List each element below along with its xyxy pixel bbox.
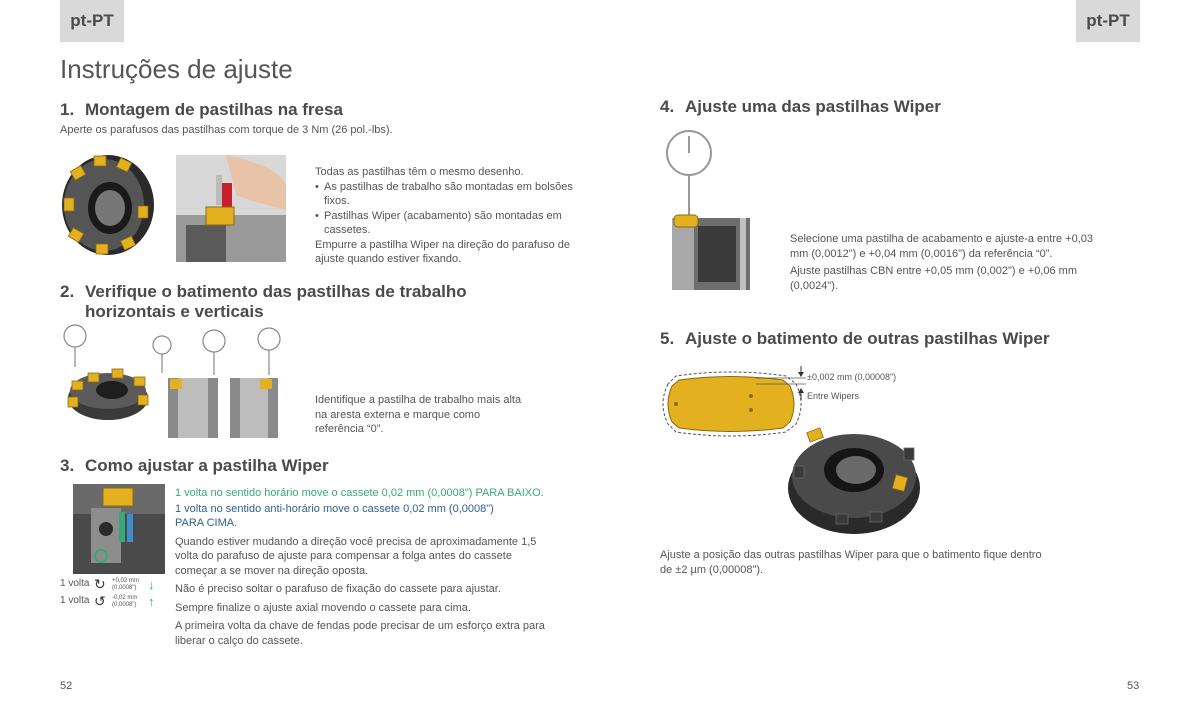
- section-4-number: 4.: [660, 97, 675, 116]
- tolerance-label: ±0,002 mm (0,00008"): [807, 372, 897, 382]
- section-4-heading: [660, 97, 941, 117]
- turn-legend-value: -0,02 mm (0,0008"): [112, 594, 138, 608]
- turn-legend: [60, 576, 170, 610]
- section-3-counterclockwise-note: 1 volta no sentido anti-horário move o cassete 0,02 mm (0,0008") PARA CIMA.: [175, 502, 494, 529]
- turn-legend-row-clockwise: [60, 576, 170, 593]
- section-3-title: Como ajustar a pastilha Wiper: [85, 456, 329, 475]
- language-tab-left: pt-PT: [60, 0, 124, 42]
- turn-legend-label: 1 volta: [60, 595, 90, 607]
- section-5-heading: [660, 329, 1049, 349]
- page-title: Instruções de ajuste: [60, 54, 293, 84]
- between-wipers-label: Entre Wipers: [807, 391, 860, 401]
- section-1-title: Montagem de pastilhas na fresa: [85, 100, 343, 119]
- turn-legend-value: +0,02 mm (0,0008"): [112, 577, 139, 591]
- tolerance-arrows-icon: [796, 366, 806, 400]
- section-5-text: Ajuste a posição das outras pastilhas Wiper para que o batimento fique dentro de ±2 µm (0,00008").: [660, 549, 1042, 576]
- section-1-subtitle: Aperte os parafusos das pastilhas com torque de 3 Nm (26 pol.-lbs).: [60, 124, 393, 136]
- language-tab-right: pt-PT: [1076, 0, 1140, 42]
- section-1-bullet: • As pastilhas de trabalho são montadas em bolsões fixos.: [324, 180, 575, 209]
- section-1-number: 1.: [60, 100, 75, 119]
- section-4-text: [790, 232, 1100, 293]
- section-5-title: Ajuste o batimento de outras pastilhas Wiper: [685, 329, 1050, 348]
- section-2-number: 2.: [60, 282, 75, 301]
- section-3-number: 3.: [60, 456, 75, 475]
- section-2-title-line1: Verifique o batimento das pastilhas de trabalho: [85, 282, 467, 301]
- wiper-gauge-image: [664, 128, 750, 290]
- section-2-heading: [60, 282, 467, 322]
- page-number-right: 53: [1127, 680, 1140, 692]
- turn-legend-row-counterclockwise: [60, 593, 170, 610]
- section-3-paragraph: Sempre finalize o ajuste axial movendo o cassete para cima.: [175, 601, 471, 614]
- clockwise-icon: ↻: [94, 576, 106, 592]
- milling-cutter-image-2: [786, 418, 922, 536]
- section-1-bullet: • Pastilhas Wiper (acabamento) são montadas em cassetes.: [324, 209, 575, 238]
- section-3-text: [175, 486, 555, 648]
- section-5-number: 5.: [660, 329, 675, 348]
- section-3-heading: [60, 456, 329, 476]
- section-1-outro: Empurre a pastilha Wiper na direção do parafuso de ajuste quando estiver fixando.: [315, 238, 570, 265]
- turn-legend-label: 1 volta: [60, 578, 90, 590]
- section-2-title-line2: horizontais e verticais: [85, 302, 264, 321]
- counterclockwise-icon: ↺: [94, 593, 106, 609]
- section-3-paragraph: A primeira volta da chave de fendas pode precisar de um esforço extra para liberar o calço do cassete.: [175, 620, 545, 647]
- section-2-text: Identifique a pastilha de trabalho mais alta na aresta externa e marque como referência “0”.: [315, 394, 522, 435]
- milling-cutter-image: [58, 150, 158, 260]
- runout-check-image: [60, 323, 296, 438]
- arrow-up-icon: ↑: [148, 594, 155, 609]
- section-4-paragraph: Ajuste pastilhas CBN entre +0,05 mm (0,002") e +0,06 mm (0,0024").: [790, 265, 1077, 292]
- section-3-clockwise-note: 1 volta no sentido horário move o cassete 0,02 mm (0,0008") PARA BAIXO.: [175, 487, 544, 499]
- arrow-down-icon: ↓: [148, 577, 155, 592]
- hand-mounting-image: [176, 155, 286, 262]
- wiper-insert-diagram: [656, 366, 806, 442]
- section-3-paragraph: Quando estiver mudando a direção você precisa de aproximadamente 1,5 volta do parafuso de ajuste para compensar a folga antes do cassete começar a se mover na direção oposta.: [175, 535, 537, 577]
- section-1-intro: Todas as pastilhas têm o mesmo desenho.: [315, 166, 524, 178]
- cassette-adjustment-image: [73, 484, 165, 574]
- section-1-heading: [60, 100, 343, 120]
- section-4-title: Ajuste uma das pastilhas Wiper: [685, 97, 941, 116]
- section-4-paragraph: Selecione uma pastilha de acabamento e ajuste-a entre +0,03 mm (0,0012") e +0,04 mm (0,0016") da referência “0”.: [790, 233, 1094, 260]
- section-1-text: [315, 165, 575, 267]
- section-3-paragraph: Não é preciso soltar o parafuso de fixação do cassete para ajustar.: [175, 583, 501, 595]
- page-number-left: 52: [60, 680, 73, 692]
